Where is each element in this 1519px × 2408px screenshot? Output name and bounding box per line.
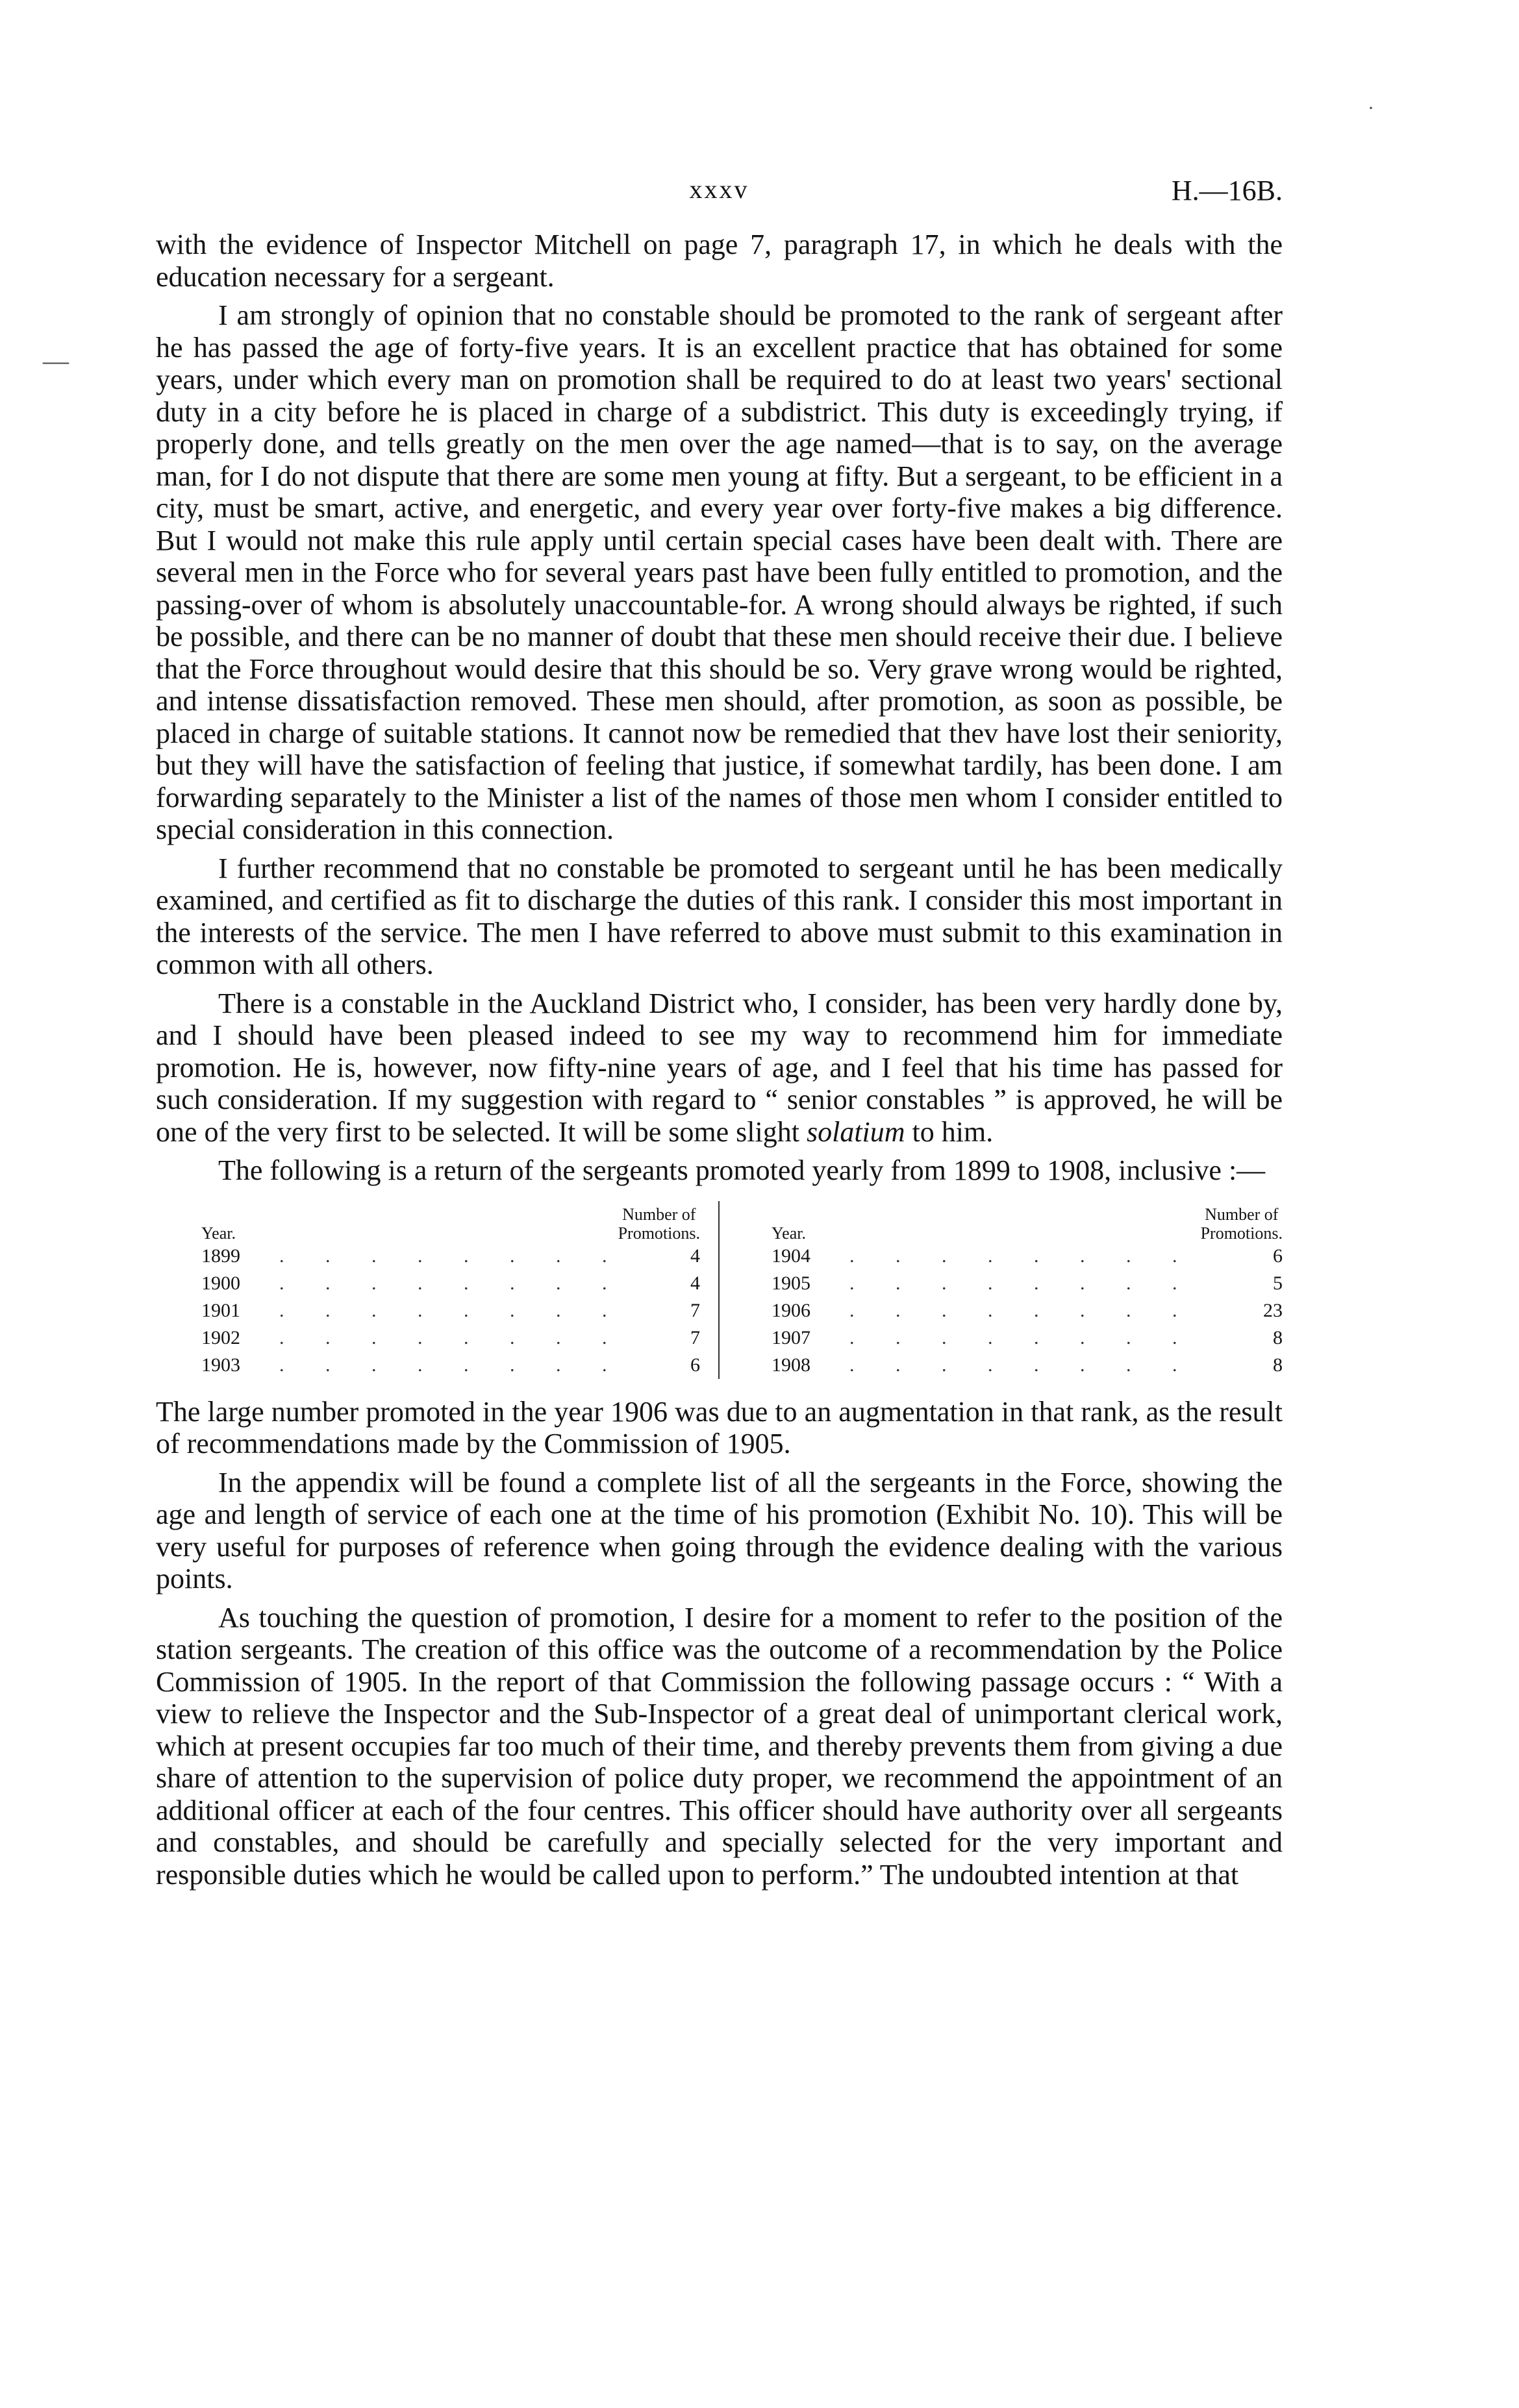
margin-mark: — (43, 346, 69, 375)
paragraph (156, 987, 1283, 1148)
row-value: 4 (690, 1245, 700, 1267)
table-row (201, 1352, 700, 1379)
paragraph-text: There is a constable in the Auckland District who, I consider, has been very hardly done by, and I should have been pleased indeed to see my way to recommend him for immediate promotion. He is, however, now fifty-nine years of age, and I feel that his time has passed for such consideration. If my suggestion with regard to “ senior constables ” is approved, he will be one of the very first to be selected. It will be some slight (156, 987, 1283, 1148)
paragraph: In the appendix will be found a complete list of all the sergeants in the Force, showing the age and length of service of each one at the time of his promotion (Exhibit No. 10). This will be very useful for purposes of reference when going through the evidence dealing with the various points. (156, 1466, 1283, 1595)
table-column-left (156, 1201, 720, 1379)
header-year: Year. (201, 1223, 236, 1243)
body-text (156, 229, 1283, 1897)
table-header (772, 1201, 1283, 1243)
row-year: 1903 (201, 1354, 240, 1376)
table-row (772, 1352, 1283, 1379)
row-value: 5 (1273, 1272, 1283, 1294)
table-row (201, 1270, 700, 1297)
table-header (201, 1201, 700, 1243)
row-year: 1900 (201, 1272, 240, 1294)
row-year: 1905 (772, 1272, 810, 1294)
page-number: xxxv (689, 175, 749, 204)
leader-dots: . . . . . . . . (279, 1272, 625, 1294)
table-column-right (720, 1201, 1283, 1379)
row-value: 7 (690, 1299, 700, 1321)
row-value: 23 (1263, 1299, 1283, 1321)
paragraph-text: to him. (905, 1115, 994, 1148)
leader-dots: . . . . . . . . (279, 1299, 625, 1321)
table-row (772, 1324, 1283, 1352)
table-row (201, 1297, 700, 1324)
table-row (772, 1270, 1283, 1297)
leader-dots: . . . . . . . . (849, 1326, 1196, 1348)
paragraph: with the evidence of Inspector Mitchell on page 7, paragraph 17, in which he deals with the education necessary for a sergeant. (156, 229, 1283, 293)
row-year: 1904 (772, 1245, 810, 1267)
row-value: 6 (690, 1354, 700, 1376)
row-year: 1902 (201, 1326, 240, 1348)
leader-dots: . . . . . . . . (279, 1354, 625, 1376)
row-year: 1908 (772, 1354, 810, 1376)
leader-dots: . . . . . . . . (849, 1245, 1196, 1267)
row-value: 6 (1273, 1245, 1283, 1267)
paragraph: As touching the question of promotion, I desire for a moment to refer to the position of the station sergeants. The creation of this office was the outcome of a recommendation by the Police Commission of 1905. In the report of that Commission the following passage occurs : “ With a view to relieve the Inspector and the Sub-Inspector of a great deal of unimportant clerical work, which at present occupies far too much of their time, and thereby prevents them from giving a due share of attention to the supervision of police duty proper, we recommend the appointment of an additional officer at each of the four centres. This officer should have authority over all sergeants and constables, and should be carefully and specially selected for the very important and responsible duties which he would be called upon to perform.” The undoubted intention at that (156, 1601, 1283, 1891)
leader-dots: . . . . . . . . (279, 1326, 625, 1348)
table-row (201, 1243, 700, 1270)
paragraph: The large number promoted in the year 1906 was due to an augmentation in that rank, as the result of recommendations made by the Commission of 1905. (156, 1395, 1283, 1459)
paragraph: I further recommend that no constable be promoted to sergeant until he has been medically examined, and certified as fit to discharge the duties of this rank. I consider this most important in the interests of the service. The men I have referred to above must submit to this examination in common with all others. (156, 852, 1283, 980)
paragraph: The following is a return of the sergeants promoted yearly from 1899 to 1908, inclusive :— (218, 1154, 1266, 1186)
leader-dots: . . . . . . . . (849, 1272, 1196, 1294)
header-number: Number of Promotions. (1200, 1204, 1283, 1243)
row-value: 8 (1273, 1354, 1283, 1376)
table-row (772, 1297, 1283, 1324)
row-year: 1901 (201, 1299, 240, 1321)
row-value: 8 (1273, 1326, 1283, 1348)
header-number: Number of Promotions. (618, 1204, 700, 1243)
promotions-table (156, 1201, 1283, 1379)
row-value: 4 (690, 1272, 700, 1294)
document-reference: H.—16B. (1171, 175, 1283, 206)
paragraph: I am strongly of opinion that no constable should be promoted to the rank of sergeant after he has passed the age of forty-five years. It is an excellent practice that has obtained for some years, under which every man on promotion shall be required to do at least two years' sectional duty in a city before he is placed in charge of a subdistrict. This duty is exceedingly trying, if properly done, and tells greatly on the men over the age named—that is to say, on the average man, for I do not dispute that there are some men young at fifty. But a sergeant, to be efficient in a city, must be smart, active, and energetic, and every year over forty-five makes a big difference. But I would not make this rule apply until certain special cases have been dealt with. There are several men in the Force who for several years past have been fully entitled to promotion, and the passing-over of whom is absolutely unaccountable-for. A wrong should always be righted, if such be possible, and there can be no manner of doubt that these men should receive their due. I believe that the Force throughout would desire that this should be so. Very grave wrong would be righted, and intense dissatisfaction removed. These men should, after promotion, as soon as possible, be placed in charge of suitable stations. It cannot now be remedied that thev have lost their seniority, but they will have the satisfaction of feeling that justice, if somewhat tardily, has been done. I am forwarding separately to the Minister a list of the names of those men whom I consider entitled to special consideration in this connection. (156, 299, 1283, 845)
row-year: 1906 (772, 1299, 810, 1321)
margin-mark: · (1368, 97, 1374, 119)
italic-term: solatium (806, 1115, 905, 1148)
leader-dots: . . . . . . . . (279, 1245, 625, 1267)
row-year: 1899 (201, 1245, 240, 1267)
leader-dots: . . . . . . . . (849, 1299, 1196, 1321)
leader-dots: . . . . . . . . (849, 1354, 1196, 1376)
row-value: 7 (690, 1326, 700, 1348)
table-row (772, 1243, 1283, 1270)
header-year: Year. (772, 1223, 806, 1243)
row-year: 1907 (772, 1326, 810, 1348)
page-header (156, 174, 1283, 213)
table-row (201, 1324, 700, 1352)
